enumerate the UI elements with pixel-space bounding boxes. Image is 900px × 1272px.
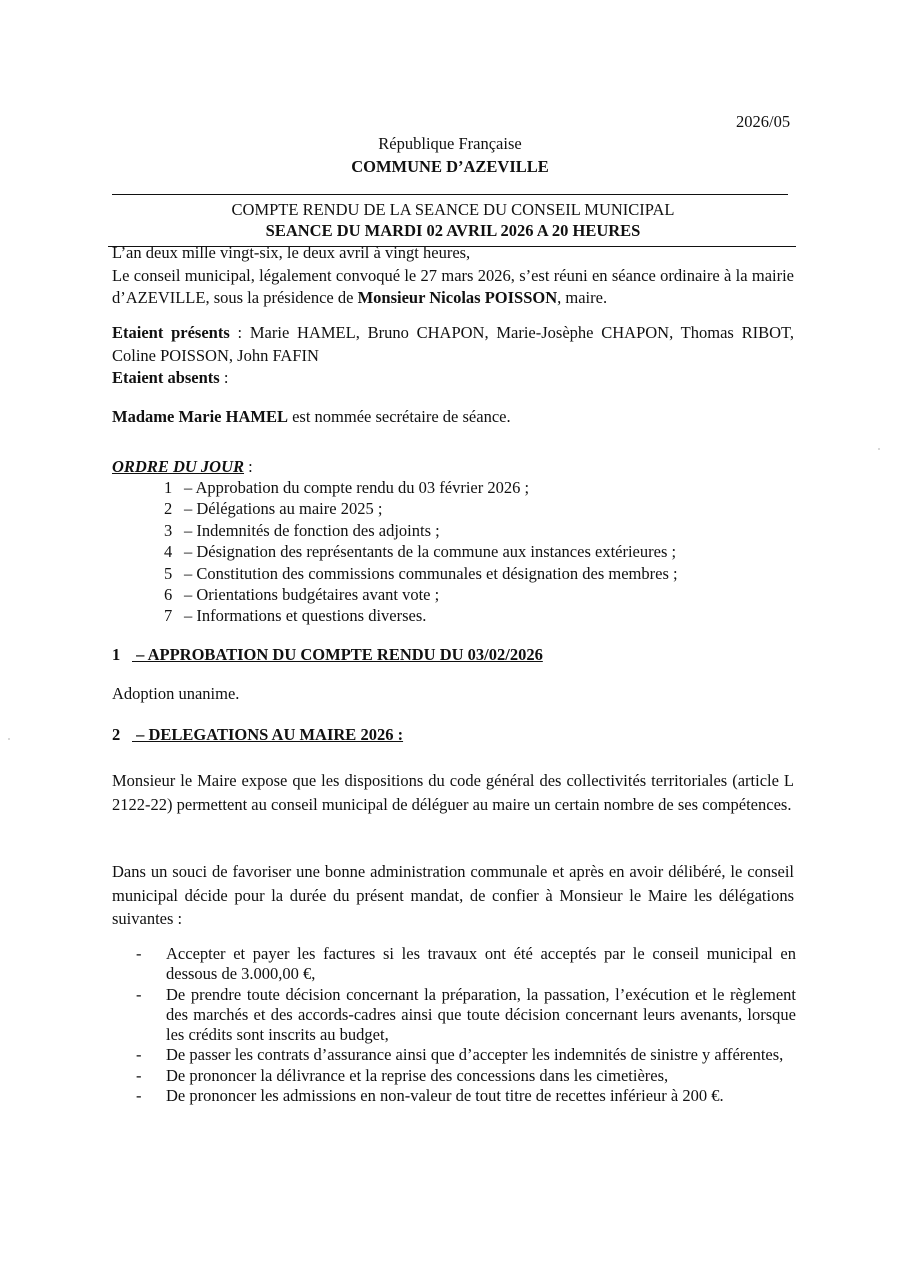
agenda-text: – Orientations budgétaires avant vote ;	[184, 585, 440, 605]
agenda-item	[164, 520, 784, 541]
intro-text-end: , maire.	[557, 288, 608, 307]
absent-label: Etaient absents	[112, 368, 220, 387]
section-1-number: 1	[112, 645, 121, 664]
scan-speck	[878, 448, 880, 450]
agenda-title-suffix: :	[244, 457, 253, 476]
secretary-line	[112, 406, 794, 429]
intro-line-1: L’an deux mille vingt-six, le deux avril à vingt heures,	[112, 243, 471, 262]
country-heading: République Française	[378, 134, 522, 153]
agenda-heading	[112, 456, 794, 479]
section-2-paragraph-2: Dans un souci de favoriser une bonne administration communale et après en avoir délibéré, le conseil municipal décide pour la durée du présent mandat, de confier à Monsieur le Maire les délégations suivantes :	[112, 862, 794, 928]
agenda-text: – Désignation des représentants de la commune aux instances extérieures ;	[184, 542, 677, 562]
secretary-name: Madame Marie HAMEL	[112, 407, 288, 426]
agenda-text: – Indemnités de fonction des adjoints ;	[184, 520, 440, 540]
bullet-marker: -	[136, 1086, 142, 1106]
bullet-marker: -	[136, 1045, 142, 1065]
agenda-number: 6	[164, 585, 173, 605]
intro-line-2	[112, 265, 794, 310]
present-list	[112, 322, 794, 367]
delegation-item	[136, 1066, 796, 1086]
agenda-number: 7	[164, 606, 173, 626]
agenda-title: ORDRE DU JOUR	[112, 457, 245, 476]
agenda-list	[164, 477, 784, 627]
document-reference: 2026/05	[736, 112, 791, 131]
agenda-item	[164, 584, 784, 605]
absent-separator: :	[219, 368, 229, 387]
intro-paragraph	[112, 242, 794, 310]
agenda-item	[164, 477, 784, 498]
header-divider-top	[112, 194, 788, 195]
bullet-marker: -	[136, 1065, 142, 1085]
delegation-text: De prononcer les admissions en non-valeur de tout titre de recettes inférieur à 200 €.	[166, 1086, 724, 1106]
present-names: : Marie HAMEL, Bruno CHAPON, Marie-Josèphe CHAPON, Thomas RIBOT, Coline POISSON, John FAFIN	[112, 323, 794, 365]
section-2-number: 2	[112, 725, 121, 744]
agenda-number: 5	[164, 563, 173, 583]
section-2-paragraph-1: Monsieur le Maire expose que les dispositions du code général des collectivités territoriales (article L 2122-22) permettent au conseil municipal de déléguer au maire un certain nombre de ses compétences.	[112, 771, 794, 814]
agenda-item	[164, 498, 784, 519]
agenda-text: – Délégations au maire 2025 ;	[184, 499, 383, 519]
present-label: Etaient présents	[112, 323, 230, 342]
intro-text: Le conseil municipal, légalement convoqué le 27 mars 2026, s’est réuni en séance ordinaire à la mairie d’AZEVILLE, sous la présidence de	[112, 265, 794, 307]
section-1-body: Adoption unanime.	[112, 684, 240, 703]
delegation-text: De prendre toute décision concernant la préparation, la passation, l’exécution et le règlement des marchés et des accords-cadres ainsi que toute décision concernant leurs avenants, lorsque les crédits sont inscrits au budget,	[166, 984, 796, 1045]
section-1-heading	[112, 645, 543, 665]
agenda-item	[164, 541, 784, 562]
agenda-item	[164, 605, 784, 626]
commune-heading: COMMUNE D’AZEVILLE	[351, 157, 549, 176]
section-2-title: – DELEGATIONS AU MAIRE 2026 :	[132, 725, 404, 744]
section-2-heading	[112, 725, 403, 745]
agenda-number: 3	[164, 520, 173, 540]
attendance-block	[112, 322, 794, 390]
report-title: COMPTE RENDU DE LA SEANCE DU CONSEIL MUNICIPAL	[231, 200, 675, 219]
delegation-item	[136, 985, 796, 1046]
agenda-text: – Constitution des commissions communales et désignation des membres ;	[184, 563, 678, 583]
delegation-text: De passer les contrats d’assurance ainsi que d’accepter les indemnités de sinistre y afférentes,	[166, 1045, 784, 1065]
agenda-text: – Informations et questions diverses.	[184, 606, 427, 626]
secretary-text: est nommée secrétaire de séance.	[287, 407, 511, 426]
absent-list	[112, 367, 794, 390]
agenda-number: 1	[164, 478, 173, 497]
agenda-item	[164, 563, 784, 584]
scan-speck	[8, 738, 10, 740]
delegation-item	[136, 944, 796, 985]
delegations-list	[136, 944, 796, 1106]
delegation-item	[136, 1045, 796, 1065]
agenda-text: – Approbation du compte rendu du 03 février 2026 ;	[184, 478, 530, 497]
session-title: SEANCE DU MARDI 02 AVRIL 2026 A 20 HEURES	[265, 221, 641, 240]
bullet-marker: -	[136, 944, 142, 963]
section-1-title: – APPROBATION DU COMPTE RENDU DU 03/02/2026	[132, 645, 543, 664]
bullet-marker: -	[136, 984, 142, 1004]
delegation-item	[136, 1086, 796, 1106]
agenda-number: 2	[164, 499, 173, 519]
delegation-text: De prononcer la délivrance et la reprise des concessions dans les cimetières,	[166, 1065, 669, 1085]
delegation-text: Accepter et payer les factures si les travaux ont été acceptés par le conseil municipal en dessous de 3.000,00 €,	[166, 944, 796, 984]
president-name: Monsieur Nicolas POISSON	[357, 288, 558, 307]
agenda-number: 4	[164, 542, 173, 562]
